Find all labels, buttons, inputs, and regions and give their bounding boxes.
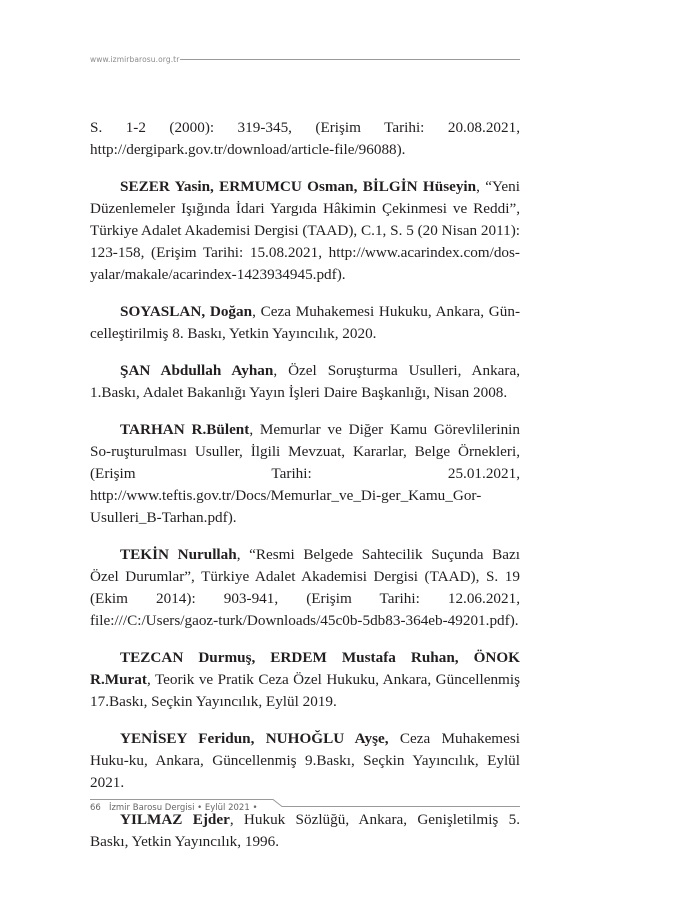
- entry-text: , Ceza Muhakemesi Hukuku, Ankara, Gün-celleştirilmiş 8. Baskı, Yetkin Yayıncılık, 2020.: [90, 303, 521, 342]
- bibliography-entry: [90, 176, 520, 286]
- entry-text: , “Resmi Belgede Sahtecilik Suçunda Bazı Özel Durumlar”, Türkiye Adalet Akademisi Dergisi (TAAD), S. 19 (Ekim 2014): 903-941, (Erişim Tarihi: 12.06.2021, file:///C:/Users/gaoz-turk/Downloads/45c0b-5db83-364eb-49201.pdf).: [90, 546, 520, 629]
- entry-text: , Teorik ve Pratik Ceza Özel Hukuku, Ankara, Güncellenmiş 17.Baskı, Seçkin Yayıncılık, Eylül 2019.: [90, 671, 520, 710]
- entry-authors: YILMAZ Ejder: [120, 811, 230, 828]
- entry-authors: SEZER Yasin, ERMUMCU Osman, BİLGİN Hüseyin: [120, 178, 477, 195]
- bibliography-entry: [90, 117, 520, 161]
- entry-text: , “Yeni Düzenlemeler Işığında İdari Yargıda Hâkimin Çekinmesi ve Reddi”, Türkiye Adalet Akademisi Dergisi (TAAD), C.1, S. 5 (20 Nisan 2011): 123-158, (Erişim Tarihi: 15.08.2021, http://www.acarindex.com/dos-yalar/makale/acarindex-1423934945.pdf).: [90, 178, 520, 283]
- page-footer: [90, 799, 520, 819]
- bibliography-entry: [90, 419, 520, 529]
- bibliography-entry: [90, 544, 520, 632]
- page-number: 66: [90, 803, 101, 813]
- bibliography-entry: [90, 360, 520, 404]
- page-header: [90, 55, 520, 64]
- entry-authors: YENİSEY Feridun, NUHOĞLU Ayşe,: [120, 730, 389, 747]
- entry-authors: TEZCAN Durmuş, ERDEM Mustafa Ruhan, ÖNOK R.Murat: [90, 649, 520, 688]
- entry-authors: ŞAN Abdullah Ayhan: [120, 362, 274, 379]
- entry-authors: TEKİN Nurullah: [120, 546, 237, 563]
- entry-text: S. 1-2 (2000): 319-345, (Erişim Tarihi: 20.08.2021, http://dergipark.gov.tr/download/article-file/96088).: [90, 119, 520, 158]
- header-rule: [180, 59, 520, 60]
- bibliography-entry: [90, 728, 520, 794]
- bibliography-entry: [90, 647, 520, 713]
- journal-name: İzmir Barosu Dergisi • Eylül 2021 •: [108, 803, 258, 813]
- bibliography-entry: [90, 301, 520, 345]
- entry-text: Ceza Muhakemesi Huku-ku, Ankara, Güncellenmiş 9.Baskı, Seçkin Yayıncılık, Eylül 2021.: [90, 730, 520, 791]
- entry-text: , Memurlar ve Diğer Kamu Görevlilerinin So-ruşturulması Usuller, İlgili Mevzuat, Kararlar, Belge Örnekleri, (Erişim Tarihi: 25.01.2021, http://www.teftis.gov.tr/Docs/Memurlar_ve_Di-ger_Kamu_Gor-Usulleri_B-Tarhan.pdf).: [90, 421, 520, 526]
- entry-text: , Hukuk Sözlüğü, Ankara, Genişletilmiş 5. Baskı, Yetkin Yayıncılık, 1996.: [90, 811, 520, 850]
- bibliography: [90, 117, 520, 868]
- entry-text: , Özel Soruşturma Usulleri, Ankara, 1.Baskı, Adalet Bakanlığı Yayın İşleri Daire Başkanlığı, Nisan 2008.: [90, 362, 521, 401]
- entry-authors: TARHAN R.Bülent: [120, 421, 250, 438]
- entry-authors: SOYASLAN, Doğan: [120, 303, 253, 320]
- header-url: www.izmirbarosu.org.tr: [90, 55, 180, 64]
